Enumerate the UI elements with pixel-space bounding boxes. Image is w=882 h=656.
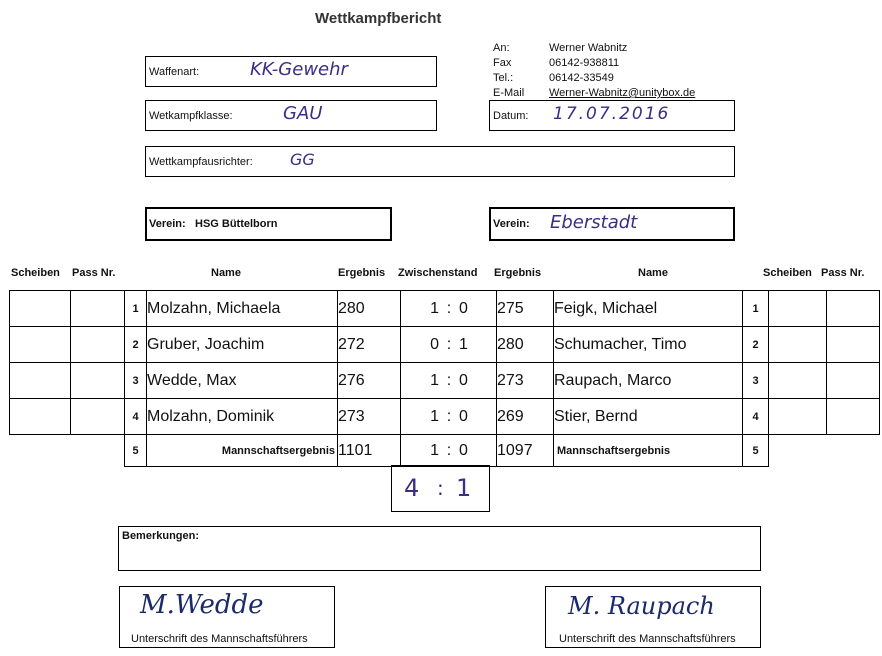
score-right-cell[interactable]: 269 <box>497 399 554 435</box>
zwischenstand-cell[interactable] <box>401 363 497 399</box>
name-left-cell[interactable]: Wedde, Max <box>147 363 338 399</box>
final-score-left: 4 <box>404 474 420 502</box>
header-pass-left: Pass Nr. <box>72 267 116 279</box>
table-row <box>10 291 880 327</box>
scheiben-left-cell[interactable] <box>10 363 71 399</box>
klasse-label: Wetkampfklasse: <box>149 110 233 122</box>
score-left-cell[interactable]: 272 <box>338 327 401 363</box>
pass-left-cell[interactable] <box>71 291 125 327</box>
name-right-cell[interactable]: Feigk, Michael <box>554 291 743 327</box>
empty-cell <box>10 435 71 467</box>
pass-left-cell[interactable] <box>71 327 125 363</box>
scheiben-left-cell[interactable] <box>10 399 71 435</box>
header-scheiben-left: Scheiben <box>11 267 60 279</box>
pass-right-cell[interactable] <box>827 291 880 327</box>
team-zw-sep: : <box>446 441 452 459</box>
name-left-cell[interactable]: Gruber, Joachim <box>147 327 338 363</box>
verein-left-value: HSG Büttelborn <box>195 218 278 230</box>
zwischenstand-cell[interactable] <box>401 291 497 327</box>
signature-left-caption: Unterschrift des Mannschaftsführers <box>131 633 308 645</box>
pass-right-cell[interactable] <box>827 399 880 435</box>
results-table <box>9 290 880 467</box>
tel-label: Tel.: <box>493 72 514 84</box>
team-zwischenstand-cell[interactable] <box>401 435 497 467</box>
zw-sep: : <box>446 407 452 425</box>
header-zwischenstand: Zwischenstand <box>398 267 478 279</box>
verein-right-value: Eberstadt <box>550 212 638 233</box>
scheiben-left-cell[interactable] <box>10 327 71 363</box>
signature-right: M. Raupach <box>568 592 715 620</box>
klasse-value: GAU <box>283 103 323 124</box>
row-number-left: 1 <box>125 291 147 327</box>
signature-left: M.Wedde <box>140 590 264 620</box>
table-row <box>10 327 880 363</box>
team-label-left: Mannschaftsergebnis <box>147 435 338 467</box>
datum-label: Datum: <box>493 110 529 122</box>
team-score-right[interactable]: 1097 <box>497 435 554 467</box>
zw-right: 0 <box>459 299 468 317</box>
empty-cell <box>769 435 827 467</box>
table-row <box>10 363 880 399</box>
team-zw-right: 0 <box>459 441 468 459</box>
header-name-left: Name <box>211 267 241 279</box>
pass-left-cell[interactable] <box>71 363 125 399</box>
score-left-cell[interactable]: 273 <box>338 399 401 435</box>
fax-label: Fax <box>493 57 512 69</box>
zw-left: 0 <box>430 335 439 353</box>
team-row <box>10 435 880 467</box>
empty-cell <box>71 435 125 467</box>
row-number-right: 4 <box>743 399 769 435</box>
page-title: Wettkampfbericht <box>315 10 442 27</box>
zw-left: 1 <box>430 299 439 317</box>
zw-left: 1 <box>430 407 439 425</box>
email-label: E-Mail <box>493 87 525 99</box>
zw-right: 1 <box>459 335 468 353</box>
name-left-cell[interactable]: Molzahn, Michaela <box>147 291 338 327</box>
datum-value: 17.07.2016 <box>553 104 671 124</box>
tel-value: 06142-33549 <box>549 72 614 84</box>
bemerkungen-box[interactable] <box>118 526 761 571</box>
team-row-number-right: 5 <box>743 435 769 467</box>
pass-left-cell[interactable] <box>71 399 125 435</box>
final-score-right: 1 <box>456 474 472 502</box>
waffenart-value: KK-Gewehr <box>250 59 348 80</box>
zw-sep: : <box>446 371 452 389</box>
team-label-right: Mannschaftsergebnis <box>554 435 743 467</box>
zw-sep: : <box>446 335 452 353</box>
score-left-cell[interactable]: 280 <box>338 291 401 327</box>
row-number-left: 3 <box>125 363 147 399</box>
name-right-cell[interactable]: Stier, Bernd <box>554 399 743 435</box>
header-scheiben-right: Scheiben <box>763 267 812 279</box>
scheiben-right-cell[interactable] <box>769 363 827 399</box>
empty-cell <box>827 435 880 467</box>
signature-right-caption: Unterschrift des Mannschaftsführers <box>559 633 736 645</box>
verein-right-label: Verein: <box>493 218 530 230</box>
zw-left: 1 <box>430 371 439 389</box>
header-name-right: Name <box>638 267 668 279</box>
pass-right-cell[interactable] <box>827 363 880 399</box>
header-ergebnis-left: Ergebnis <box>338 267 386 279</box>
fax-value: 06142-938811 <box>549 57 620 69</box>
team-row-number-left: 5 <box>125 435 147 467</box>
row-number-left: 2 <box>125 327 147 363</box>
ausrichter-label: Wettkampfausrichter: <box>149 156 253 168</box>
row-number-right: 2 <box>743 327 769 363</box>
ausrichter-value: GG <box>290 150 315 169</box>
zw-sep: : <box>446 299 452 317</box>
score-right-cell[interactable]: 280 <box>497 327 554 363</box>
an-label: An: <box>493 42 510 54</box>
table-row <box>10 399 880 435</box>
bemerkungen-label: Bemerkungen: <box>122 530 200 542</box>
an-value: Werner Wabnitz <box>549 42 628 54</box>
scheiben-right-cell[interactable] <box>769 291 827 327</box>
score-right-cell[interactable]: 273 <box>497 363 554 399</box>
scheiben-right-cell[interactable] <box>769 327 827 363</box>
scheiben-right-cell[interactable] <box>769 399 827 435</box>
scheiben-left-cell[interactable] <box>10 291 71 327</box>
zw-right: 0 <box>459 407 468 425</box>
row-number-right: 1 <box>743 291 769 327</box>
zwischenstand-cell[interactable] <box>401 327 497 363</box>
verein-left-label: Verein: <box>149 218 186 230</box>
header-ergebnis-right: Ergebnis <box>494 267 542 279</box>
score-left-cell[interactable]: 276 <box>338 363 401 399</box>
row-number-left: 4 <box>125 399 147 435</box>
name-left-cell[interactable]: Molzahn, Dominik <box>147 399 338 435</box>
zw-right: 0 <box>459 371 468 389</box>
score-right-cell[interactable]: 275 <box>497 291 554 327</box>
name-right-cell[interactable]: Raupach, Marco <box>554 363 743 399</box>
header-pass-right: Pass Nr. <box>821 267 865 279</box>
pass-right-cell[interactable] <box>827 327 880 363</box>
final-score-sep: : <box>437 476 444 500</box>
name-right-cell[interactable]: Schumacher, Timo <box>554 327 743 363</box>
zwischenstand-cell[interactable] <box>401 399 497 435</box>
team-score-left[interactable]: 1101 <box>338 435 401 467</box>
waffenart-label: Waffenart: <box>149 66 200 78</box>
email-value: Werner-Wabnitz@unitybox.de <box>549 87 696 99</box>
team-zw-left: 1 <box>430 441 439 459</box>
row-number-right: 3 <box>743 363 769 399</box>
